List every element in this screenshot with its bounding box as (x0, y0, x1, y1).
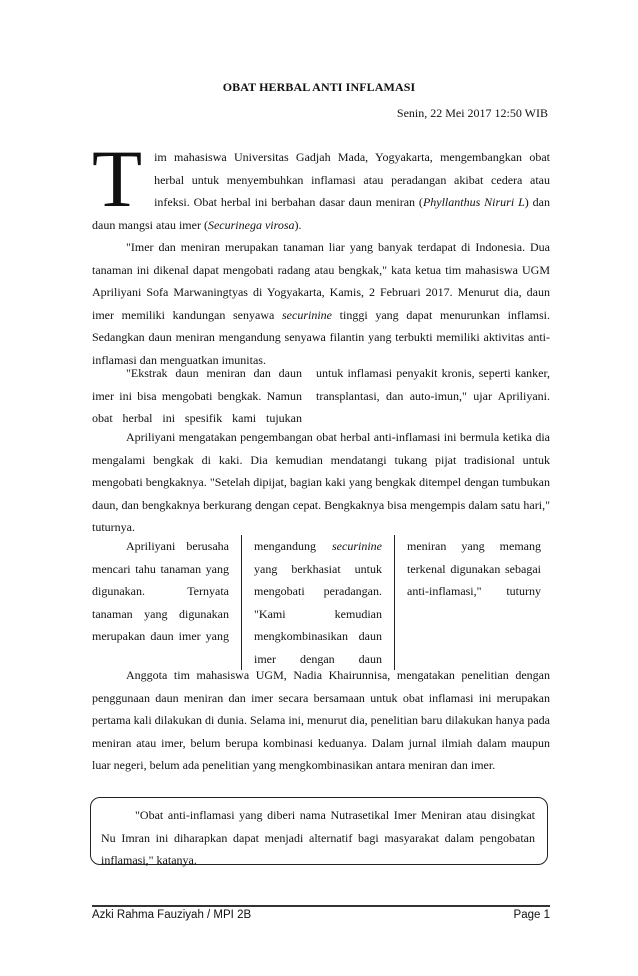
footer-page-number: Page 1 (513, 909, 550, 921)
lead-paragraph (92, 133, 551, 236)
paragraph-4-text: Apriliyani mengatakan pengembangan obat herbal anti-inflamasi ini bermula ketika dia mengalami bengkak di kaki. Dia kemudian mendatangi tukang pijat tradisional untuk mengobati bengkaknya. "Setelah dipijat, bagian kaki yang bengkak ditempel dengan tumbukan daun, dan bengkaknya berkurang dengan cepat. Bengkaknya bisa mengempis dalam satu hari," tuturnya. (92, 430, 550, 534)
lead-text-1: im mahasiswa Universitas Gadjah Mada, Yogyakarta, mengembangkan obat herbal untuk menyembuhkan inflamasi atau peradangan akibat cedera atau infeksi. Obat herbal ini berbahan dasar daun meniran ( (154, 150, 550, 209)
paragraph-4 (92, 426, 550, 539)
article-title: OBAT HERBAL ANTI INFLAMASI (222, 80, 416, 94)
quote-text: "Obat anti-inflamasi yang diberi nama Nutrasetikal Imer Meniran atau disingkat Nu Imran ini diharapkan dapat menjadi alternatif bagi masyarakat dalam pengobatan inflamasi," katanya. (101, 808, 535, 867)
drop-cap: T (92, 133, 143, 224)
quote-box (90, 797, 548, 865)
two-column-right (316, 362, 550, 430)
three-column-3-text: meniran yang memang terkenal digunakan sebagai anti-inflamasi," tuturny (407, 539, 541, 598)
two-column-left (92, 362, 302, 430)
three-column-section (92, 535, 550, 670)
three-column-2-scientific-term: securinine (332, 539, 382, 553)
three-column-2-text-a: mengandung (254, 539, 332, 553)
footer-divider (92, 905, 550, 907)
two-column-section (92, 362, 550, 430)
paragraph-2 (92, 236, 550, 371)
lead-text-2: ) dan daun mangsi atau imer ( (92, 195, 551, 232)
footer-author: Azki Rahma Fauziyah / MPI 2B (92, 909, 252, 921)
para2-scientific-term: securinine (282, 307, 332, 322)
page-footer (92, 909, 550, 921)
scientific-name-imer: Securinega virosa (207, 217, 295, 232)
para2-text-b: tinggi yang dapat menurunkan inflamsi. Sedangkan daun meniran mengandung senyawa filantin yang terbukti memiliki aktivitas anti-inflamasi dan menguatkan imunitas. (92, 307, 551, 367)
paragraph-6-text: Anggota tim mahasiswa UGM, Nadia Khairunnisa, mengatakan penelitian dengan penggunaan daun meniran dan imer secara bersamaan untuk obat inflamasi ini merupakan pertama kali dilakukan di dunia. Selama ini, menurut dia, penelitian baru dilakukan hanya pada meniran atau imer, belum berupa kombinasi keduanya. Dalam jurnal ilmiah dalam maupun luar negeri, belum ada penelitian yang mengkombinasikan antara meniran dan imer. (92, 668, 550, 772)
lead-text-3: ). (294, 217, 302, 232)
three-column-2-text-b: yang berkhasiat untuk mengobati peradangan. "Kami kemudian mengkombinasikan daun imer dengan daun (254, 561, 382, 666)
paragraph-6 (92, 664, 550, 777)
three-column-1-text: Apriliyani berusaha mencari tahu tanaman yang digunakan. Ternyata tanaman yang digunakan merupakan daun imer yang (92, 539, 229, 643)
two-column-right-text: untuk inflamasi penyakit kronis, seperti kanker, transplantasi, dan auto-imun," ujar Apriliyani. (316, 366, 550, 403)
three-column-1 (92, 535, 241, 670)
three-column-2 (241, 535, 395, 670)
three-column-3 (395, 535, 541, 670)
scientific-name-meniran: Phyllanthus Niruri L (422, 195, 525, 209)
article-date: Senin, 22 Mei 2017 12:50 WIB (396, 106, 548, 120)
two-column-left-text: "Ekstrak daun meniran dan daun imer ini bisa mengobati bengkak. Namun obat herbal ini spesifik kami tujukan (92, 366, 302, 425)
para2-text-a: "Imer dan meniran merupakan tanaman liar yang banyak terdapat di Indonesia. Dua tanaman ini dikenal dapat mengobati radang atau bengkak," kata ketua tim mahasiswa UGM Apriliyani Sofa Marwaningtyas di Yogyakarta, Kamis, 2 Februari 2017. Menurut dia, daun imer memiliki kandungan senyawa (92, 240, 550, 322)
